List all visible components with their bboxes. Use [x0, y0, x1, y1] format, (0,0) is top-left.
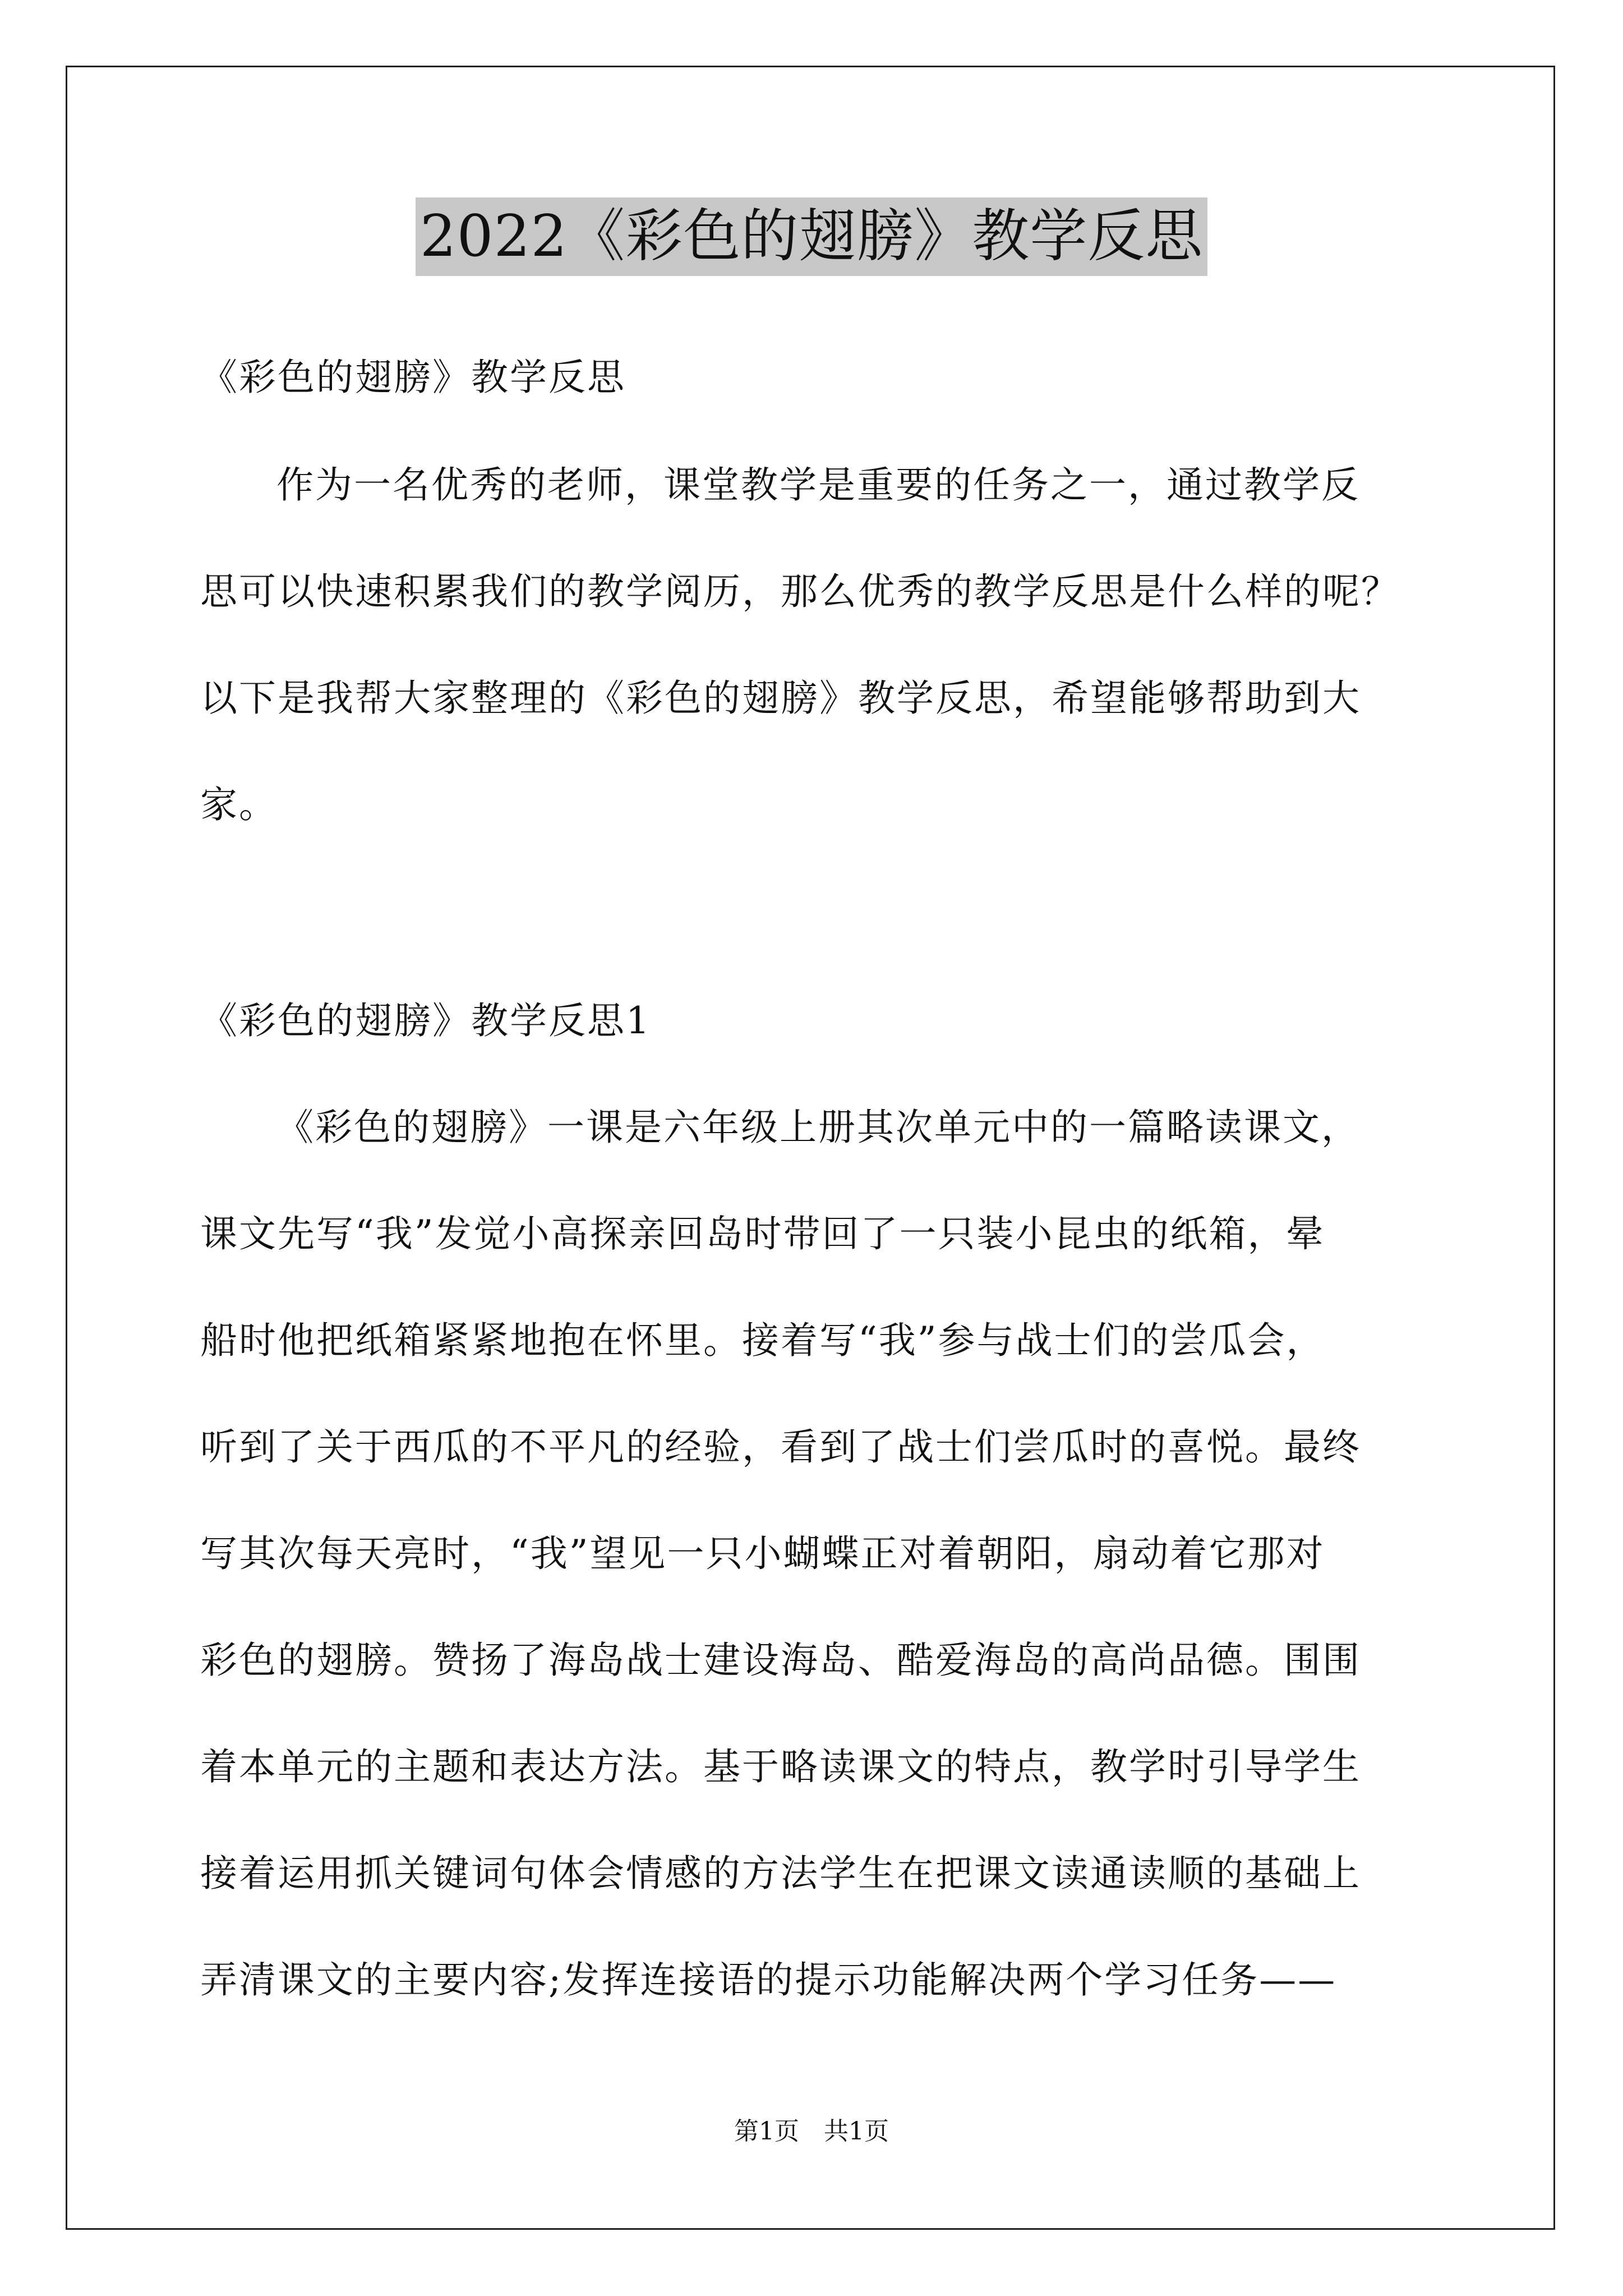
page-footer: 第1页 共1页	[734, 2117, 889, 2146]
intro-line: 思可以快速积累我们的教学阅历，那么优秀的教学反思是什么样的呢？	[200, 570, 1400, 613]
body-line: 船时他把纸箱紧紧地抱在怀里。接着写“我”参与战士们的尝瓜会，	[200, 1319, 1325, 1362]
body-line: 《彩色的翅膀》一课是六年级上册其次单元中的一篇略读课文，	[276, 1106, 1360, 1149]
body-line: 听到了关于西瓜的不平凡的经验，看到了战士们尝瓜时的喜悦。最终	[200, 1425, 1361, 1469]
intro-line: 家。	[200, 783, 278, 826]
body-line: 课文先写“我”发觉小高探亲回岛时带回了一只装小昆虫的纸箱，晕	[200, 1212, 1325, 1255]
body-line: 接着运用抓关键词句体会情感的方法学生在把课文读通读顺的基础上	[200, 1852, 1361, 1895]
section-heading: 《彩色的翅膀》教学反思1	[200, 999, 651, 1042]
intro-line: 作为一名优秀的老师，课堂教学是重要的任务之一，通过教学反	[276, 463, 1360, 507]
body-line: 着本单元的主题和表达方法。基于略读课文的特点，教学时引导学生	[200, 1745, 1361, 1788]
intro-line: 以下是我帮大家整理的《彩色的翅膀》教学反思，希望能够帮助到大	[200, 677, 1361, 720]
body-line: 写其次每天亮时，“我”望见一只小蝴蝶正对着朝阳，扇动着它那对	[200, 1532, 1325, 1575]
title-container	[0, 197, 1623, 276]
document-subtitle: 《彩色的翅膀》教学反思	[200, 356, 626, 399]
body-line: 彩色的翅膀。赞扬了海岛战士建设海岛、酷爱海岛的高尚品德。围围	[200, 1639, 1361, 1682]
body-line: 弄清课文的主要内容;发挥连接语的提示功能解决两个学习任务——	[200, 1958, 1337, 2001]
document-title: 2022《彩色的翅膀》教学反思	[416, 197, 1208, 276]
